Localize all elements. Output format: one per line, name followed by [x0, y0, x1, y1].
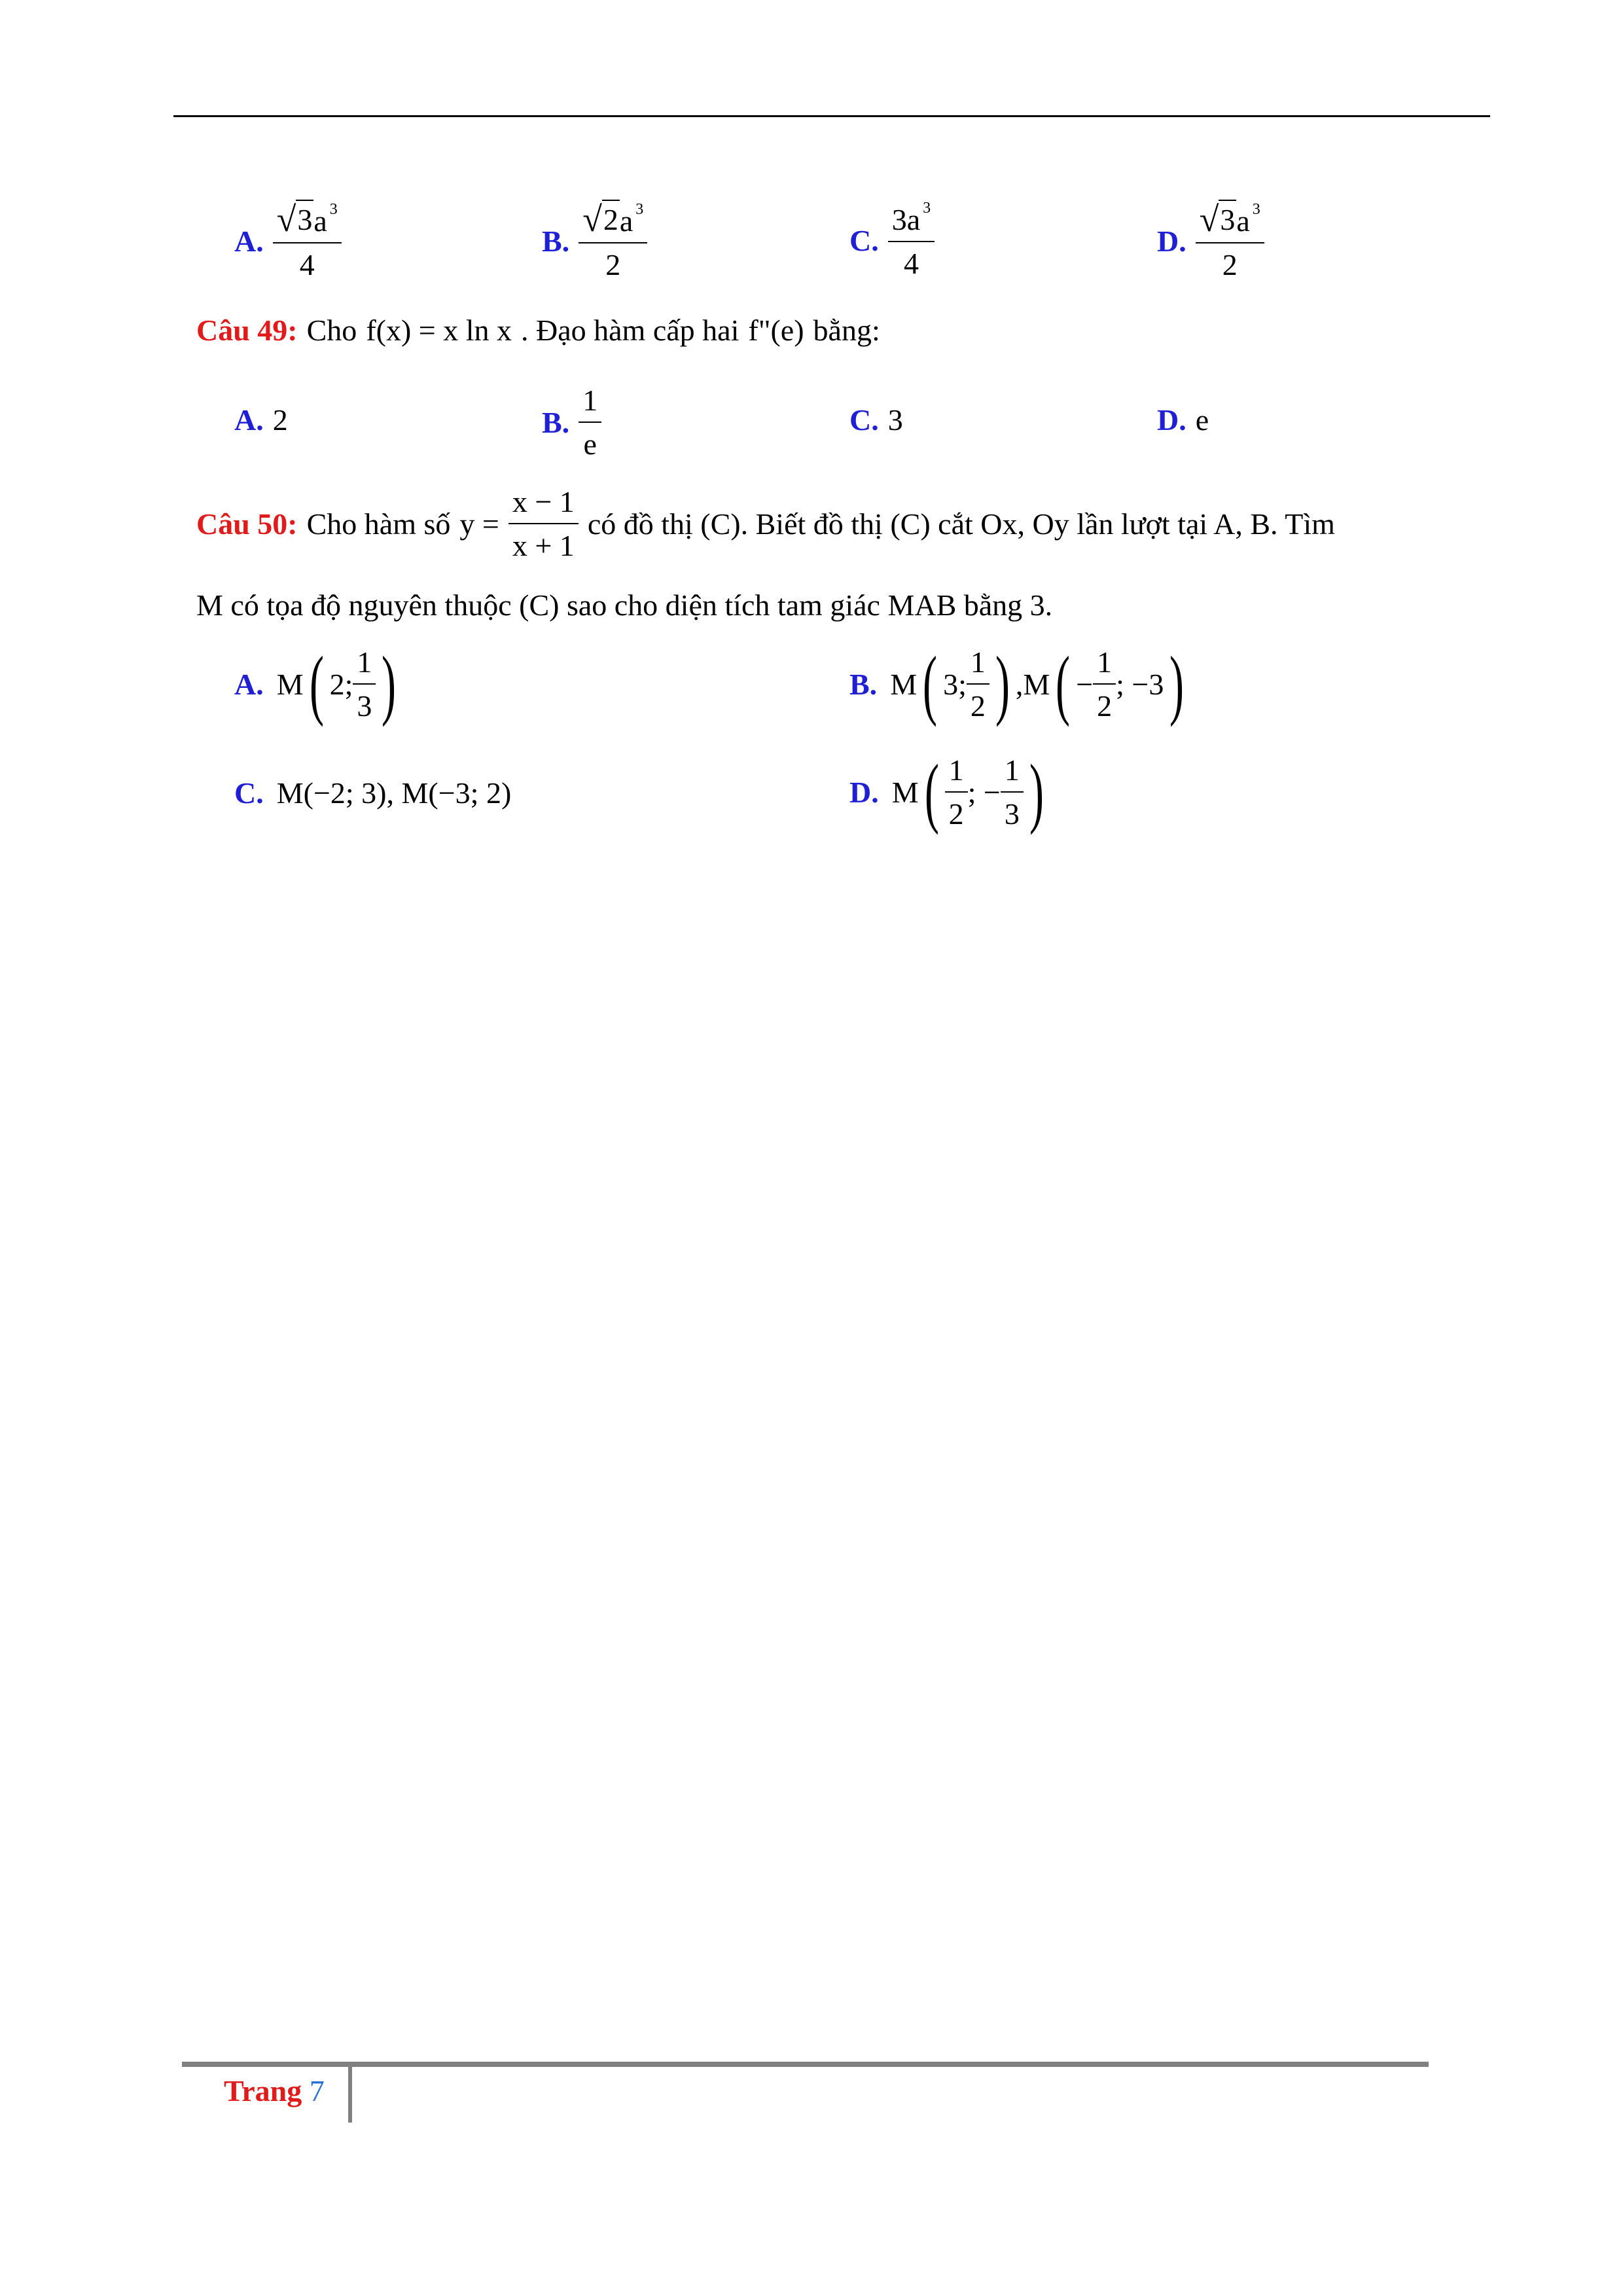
footer-word: Trang	[224, 2074, 302, 2108]
option-label: D.	[1157, 224, 1186, 258]
fraction: $\frac{3a ^3}{4}$	[888, 200, 935, 281]
q50-option-c: C. M(−2; 3), M(−3; 2)	[234, 776, 512, 810]
fraction: $\frac{1}{2}$	[1093, 645, 1116, 723]
footer-rule	[182, 2062, 1429, 2067]
q50-option-a: A. M ( 2; $\frac{1}{3}$ )	[234, 640, 397, 727]
footer-divider	[348, 2067, 352, 2123]
fraction: √ 3 a $^3$ 2	[1196, 200, 1264, 282]
fraction: √ 3 a $^3$ 4	[273, 200, 342, 282]
page-footer	[224, 2073, 325, 2108]
q50-stem-line2: M có tọa độ nguyên thuộc (C) sao cho diện tích tam giác MAB bằng 3.	[196, 588, 1053, 622]
question-number: Câu 50:	[196, 507, 298, 541]
fraction: $\frac{1}{3}$	[1001, 753, 1024, 831]
q49-option-a: A. 2	[234, 403, 288, 437]
q48-option-d	[1157, 200, 1264, 282]
fraction: $\frac{x - 1}{x + 1}$	[508, 484, 579, 563]
fraction: $\frac{1}{3}$	[353, 645, 376, 723]
q50-option-d: D. M ( $\frac{1}{2}$ ; − $\frac{1}{3}$ )	[849, 748, 1044, 835]
fraction: $\frac{1}{2}$	[967, 645, 990, 723]
q48-option-a	[234, 200, 342, 282]
option-label: B.	[542, 224, 570, 258]
q49-stem: Câu 49: Cho f(x) = x ln x . Đạo hàm cấp hai f"(e) bằng:	[196, 314, 880, 347]
fraction: √ 2 a $^3$ 2	[579, 200, 647, 282]
option-label: C.	[849, 223, 879, 257]
q50-option-b: B. M ( 3; $\frac{1}{2}$ ) ,M ( − $\frac{1}{2}$ ; −3 )	[849, 640, 1185, 727]
q48-option-c	[849, 200, 935, 281]
option-label: A.	[234, 224, 264, 258]
formula: f"(e)	[748, 314, 804, 347]
q48-option-b	[542, 200, 647, 282]
q50-stem-line1: Câu 50: Cho hàm số y = $\frac{x - 1}{x + 1}$ có đồ thị (C). Biết đồ thị (C) cắt Ox, Oy lần lượt tại A, B. Tìm	[196, 485, 1335, 562]
formula: f(x) = x ln x	[366, 314, 512, 347]
fraction: $\frac{1}{2}$	[945, 753, 968, 831]
q49-option-d: D. e	[1157, 403, 1209, 437]
header-rule	[173, 115, 1490, 117]
fraction: $\frac{1}{e}$	[579, 383, 601, 461]
q49-option-b: B. $\frac{1}{e}$	[542, 383, 601, 461]
page-number: 7	[309, 2074, 325, 2108]
q49-option-c: C. 3	[849, 403, 903, 437]
question-number: Câu 49:	[196, 314, 298, 347]
